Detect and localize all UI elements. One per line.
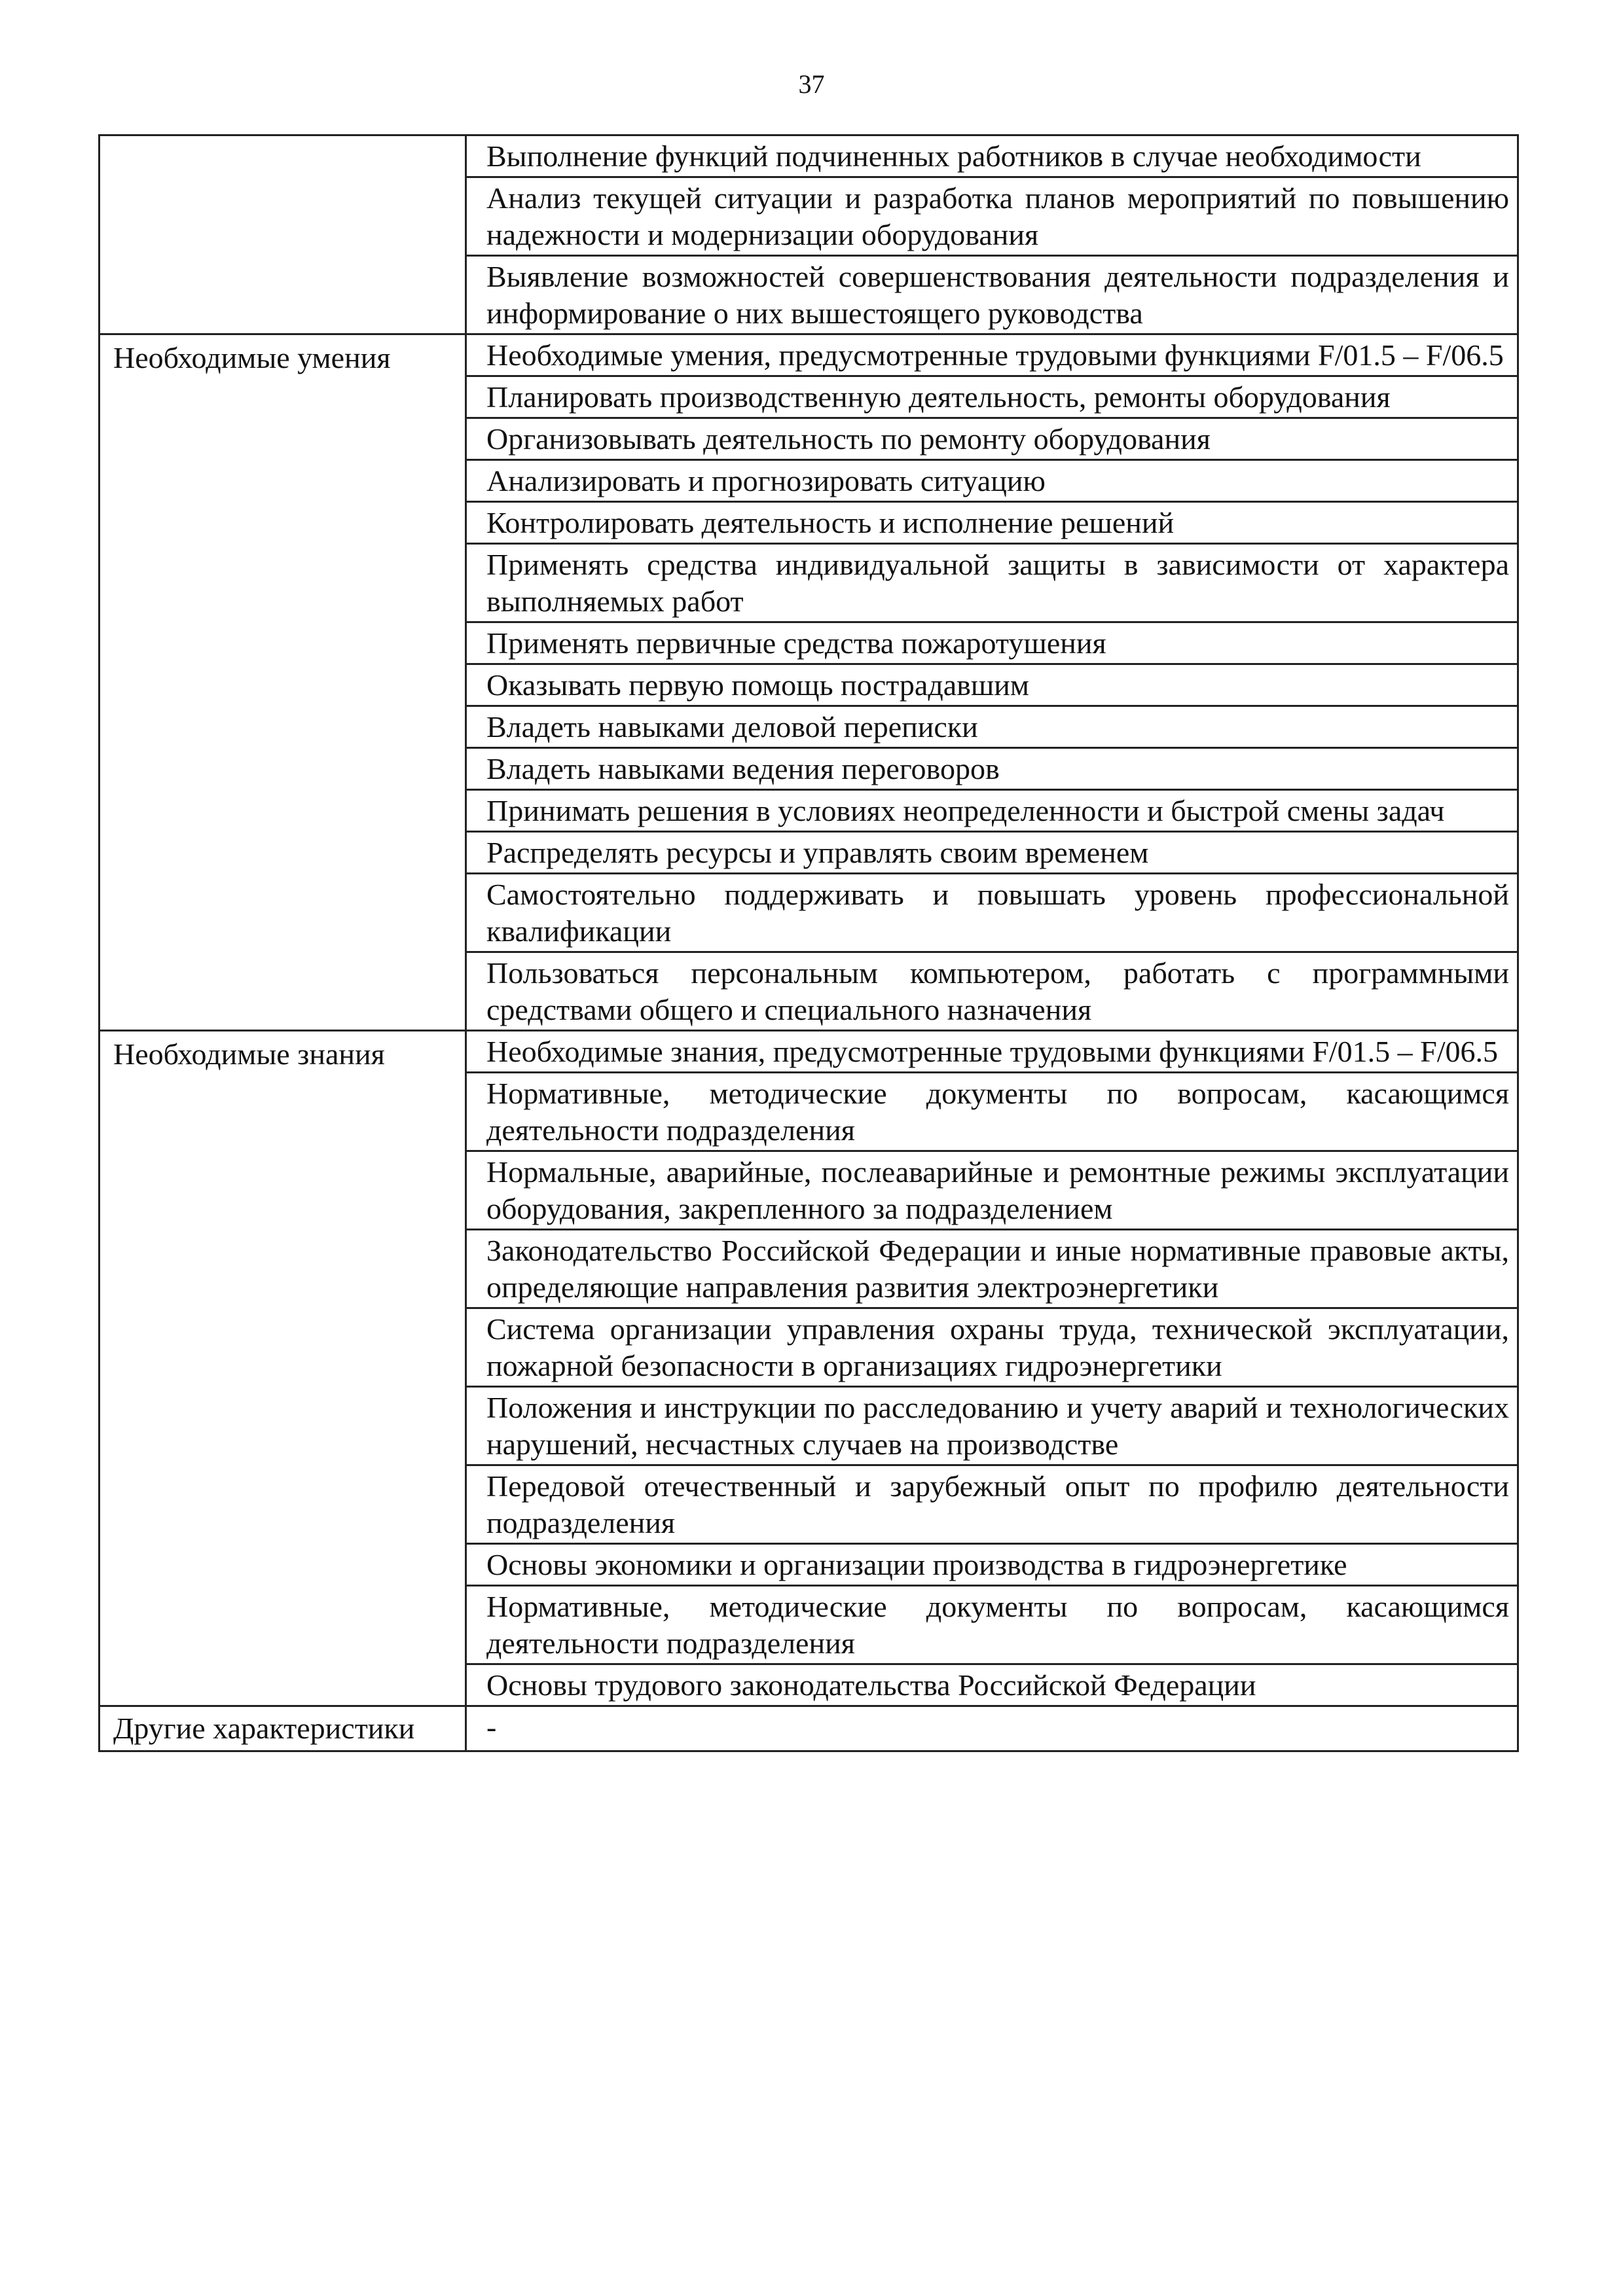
table-row: Распределять ресурсы и управлять своим временем xyxy=(467,831,1517,872)
table-row: Нормальные, аварийные, послеаварийные и ремонтные режимы эксплуатации оборудования, закрепленного за подразделением xyxy=(467,1150,1517,1229)
table-row: Планировать производственную деятельность, ремонты оборудования xyxy=(467,375,1517,417)
table-section-continuation xyxy=(98,134,1519,333)
table-row: Самостоятельно поддерживать и повышать уровень профессиональной квалификации xyxy=(467,872,1517,951)
table-row: Законодательство Российской Федерации и иные нормативные правовые акты, определяющие направления развития электроэнергетики xyxy=(467,1229,1517,1307)
table-row: Контролировать деятельность и исполнение решений xyxy=(467,501,1517,543)
section-items xyxy=(467,1707,1517,1750)
table-row: Необходимые знания, предусмотренные трудовыми функциями F/01.5 – F/06.5 xyxy=(486,1035,1499,1068)
table-row: Выявление возможностей совершенствования деятельности подразделения и информирование о них вышестоящего руководства xyxy=(467,255,1517,333)
table-section-skills xyxy=(98,333,1519,1030)
table-row: Основы трудового законодательства Российской Федерации xyxy=(467,1663,1517,1705)
table-row: - xyxy=(486,1710,497,1744)
table-row: Необходимые умения, предусмотренные трудовыми функциями F/01.5 – F/06.5 xyxy=(486,338,1504,372)
table-row: Владеть навыками деловой переписки xyxy=(467,705,1517,747)
table-row: Оказывать первую помощь пострадавшим xyxy=(467,663,1517,705)
table-row: Применять первичные средства пожаротушения xyxy=(467,621,1517,663)
page-number: 37 xyxy=(798,69,825,99)
table-row: Выполнение функций подчиненных работников в случае необходимости xyxy=(486,139,1421,173)
section-items xyxy=(467,335,1517,1030)
section-label-skills: Необходимые умения xyxy=(100,335,467,1030)
table-row: Организовывать деятельность по ремонту оборудования xyxy=(467,417,1517,459)
section-items xyxy=(467,136,1517,333)
section-label-knowledge: Необходимые знания xyxy=(100,1031,467,1705)
table-row: Анализировать и прогнозировать ситуацию xyxy=(467,459,1517,501)
table-section-other xyxy=(98,1705,1519,1752)
qualification-table xyxy=(98,134,1519,1752)
section-items xyxy=(467,1031,1517,1705)
table-row: Нормативные, методические документы по вопросам, касающимся деятельности подразделения xyxy=(467,1585,1517,1663)
table-row: Владеть навыками ведения переговоров xyxy=(467,747,1517,789)
section-label xyxy=(100,136,467,333)
table-row: Пользоваться персональным компьютером, работать с программными средствами общего и специального назначения xyxy=(467,951,1517,1030)
table-row: Положения и инструкции по расследованию и учету аварий и технологических нарушений, несчастных случаев на производстве xyxy=(467,1386,1517,1464)
table-row: Передовой отечественный и зарубежный опыт по профилю деятельности подразделения xyxy=(467,1464,1517,1543)
table-row: Принимать решения в условиях неопределенности и быстрой смены задач xyxy=(467,789,1517,831)
table-row: Нормативные, методические документы по вопросам, касающимся деятельности подразделения xyxy=(467,1071,1517,1150)
table-row: Основы экономики и организации производства в гидроэнергетике xyxy=(467,1543,1517,1585)
table-row: Анализ текущей ситуации и разработка планов мероприятий по повышению надежности и модернизации оборудования xyxy=(467,176,1517,255)
table-row: Система организации управления охраны труда, технической эксплуатации, пожарной безопасности в организациях гидроэнергетики xyxy=(467,1307,1517,1386)
table-section-knowledge xyxy=(98,1030,1519,1705)
section-label-other: Другие характеристики xyxy=(100,1707,467,1750)
table-row: Применять средства индивидуальной защиты в зависимости от характера выполняемых работ xyxy=(467,543,1517,621)
